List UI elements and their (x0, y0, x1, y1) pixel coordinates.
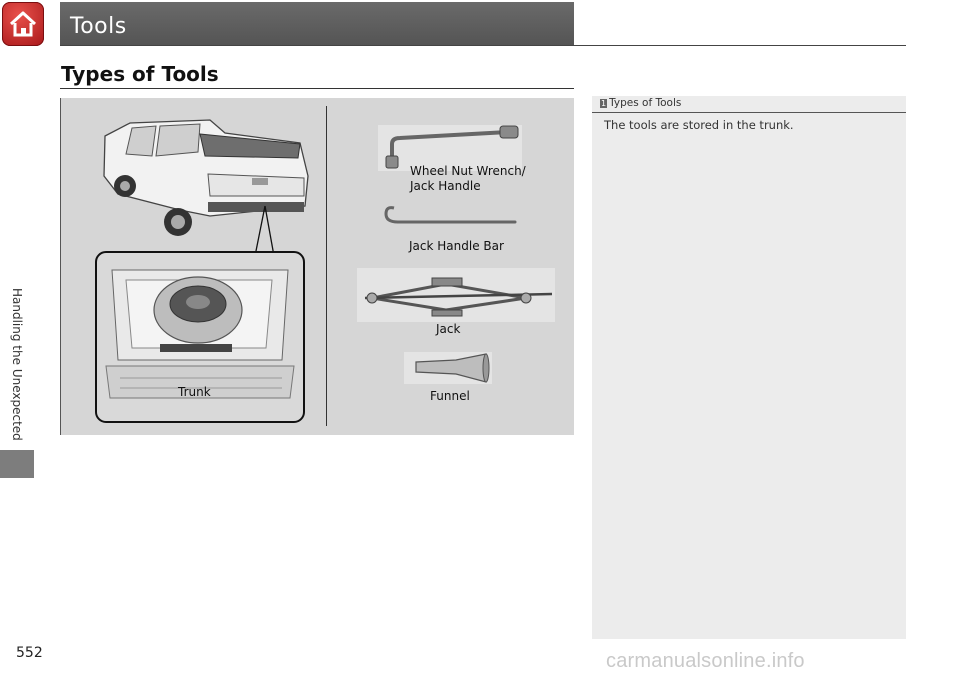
header-bar (60, 2, 574, 46)
section-title: Types of Tools (61, 62, 219, 86)
section-rule (60, 88, 574, 89)
page-number: 552 (16, 645, 43, 661)
chapter-tab-marker (0, 450, 34, 478)
page-title: Tools (70, 14, 127, 39)
tools-figure (60, 98, 574, 435)
note-body: The tools are stored in the trunk. (604, 118, 794, 132)
jack-handle-bar-illustration (386, 208, 515, 222)
tools-illustration (60, 98, 574, 435)
home-button[interactable] (2, 2, 44, 46)
wheel-nut-wrench-label-line2: Jack Handle (410, 179, 481, 193)
home-icon (2, 2, 44, 46)
note-marker: 1 (601, 99, 607, 108)
scissor-jack-illustration (357, 268, 555, 322)
wheel-nut-wrench-label-line1: Wheel Nut Wrench/ (410, 164, 526, 178)
note-heading (600, 97, 681, 109)
note-title: Types of Tools (609, 97, 682, 109)
funnel-illustration (404, 352, 492, 384)
trunk-label: Trunk (178, 385, 211, 399)
jack-handle-bar-label: Jack Handle Bar (409, 239, 504, 253)
pickup-truck-illustration (104, 120, 308, 236)
funnel-label: Funnel (430, 389, 470, 403)
header-rule (60, 45, 906, 46)
notes-sidebar (592, 96, 906, 639)
figure-divider (326, 106, 327, 426)
chapter-side-label: Handling the Unexpected (10, 288, 24, 441)
note-heading-rule (592, 112, 906, 113)
site-watermark: carmanualsonline.info (606, 650, 805, 672)
jack-label: Jack (436, 322, 461, 336)
